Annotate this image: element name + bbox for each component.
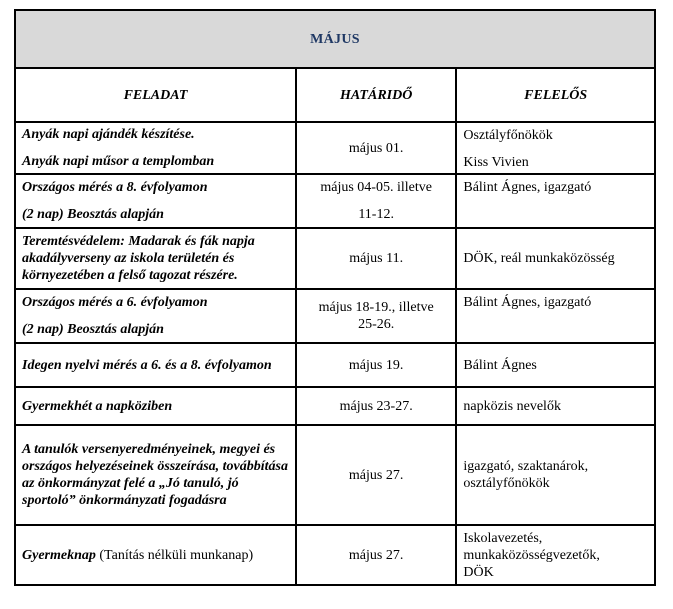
task-text-note: (Tanítás nélküli munkanap) bbox=[99, 547, 254, 563]
task-text: (2 nap) Beosztás alapján bbox=[22, 322, 164, 337]
responsible-text: Iskolavezetés, bbox=[463, 530, 543, 546]
task-cell: A tanulók versenyeredményeinek, megyei és országos helyezéseinek összeírása, továbbítása az önkormányzat felé a „Jó tanuló, jó sportoló” önkormányzati fogadásra bbox=[15, 425, 296, 525]
deadline-cell: május 01. bbox=[296, 122, 456, 174]
responsible-cell: napközis nevelők bbox=[456, 387, 655, 425]
deadline-text: május 04-05. illetve bbox=[320, 180, 432, 195]
table-row bbox=[15, 174, 655, 228]
responsible-cell: DÖK, reál munkaközösség bbox=[456, 228, 655, 289]
deadline-text: 11-12. bbox=[358, 207, 394, 222]
header-deadline: HATÁRIDŐ bbox=[296, 68, 456, 122]
task-cell: Teremtésvédelem: Madarak és fák napja akadályverseny az iskola területén és környezetében a felső tagozat részére. bbox=[15, 228, 296, 289]
task-cell bbox=[15, 525, 296, 585]
deadline-text: május 18-19., illetve bbox=[318, 300, 434, 315]
responsible-text: Kiss Vivien bbox=[463, 155, 529, 170]
deadline-cell: május 27. bbox=[296, 525, 456, 585]
deadline-cell bbox=[296, 174, 456, 228]
deadline-cell: május 19. bbox=[296, 343, 456, 387]
responsible-cell: igazgató, szaktanárok, osztályfőnökök bbox=[456, 425, 655, 525]
header-responsible: FELELŐS bbox=[456, 68, 655, 122]
deadline-cell: május 23-27. bbox=[296, 387, 456, 425]
task-text: Országos mérés a 8. évfolyamon bbox=[22, 180, 208, 195]
task-cell bbox=[15, 289, 296, 343]
task-cell bbox=[15, 174, 296, 228]
task-text: (2 nap) Beosztás alapján bbox=[22, 207, 164, 222]
task-cell: Idegen nyelvi mérés a 6. és a 8. évfolyamon bbox=[15, 343, 296, 387]
deadline-cell bbox=[296, 289, 456, 343]
table-row bbox=[15, 228, 655, 289]
table-row bbox=[15, 425, 655, 525]
task-text-bold: Gyermeknap bbox=[22, 547, 96, 563]
month-title: MÁJUS bbox=[15, 10, 655, 68]
deadline-text: 25-26. bbox=[358, 317, 395, 332]
responsible-text: munkaközösségvezetők, bbox=[463, 547, 600, 563]
task-text: Országos mérés a 6. évfolyamon bbox=[22, 295, 208, 310]
responsible-cell: Bálint Ágnes, igazgató bbox=[456, 174, 655, 228]
responsible-cell bbox=[456, 525, 655, 585]
responsible-cell: Bálint Ágnes bbox=[456, 343, 655, 387]
task-cell: Gyermekhét a napköziben bbox=[15, 387, 296, 425]
responsible-cell: Bálint Ágnes, igazgató bbox=[456, 289, 655, 343]
responsible-text: DÖK bbox=[463, 564, 494, 580]
may-schedule-table bbox=[14, 9, 656, 586]
table-row bbox=[15, 387, 655, 425]
responsible-text: Osztályfőnökök bbox=[463, 128, 553, 143]
table-row bbox=[15, 525, 655, 585]
task-cell bbox=[15, 122, 296, 174]
header-row bbox=[15, 68, 655, 122]
task-text: Anyák napi műsor a templomban bbox=[22, 154, 215, 169]
table-row bbox=[15, 122, 655, 174]
deadline-cell: május 27. bbox=[296, 425, 456, 525]
table-row bbox=[15, 343, 655, 387]
deadline-cell: május 11. bbox=[296, 228, 456, 289]
month-title-row bbox=[15, 10, 655, 68]
table-row bbox=[15, 289, 655, 343]
task-text: Anyák napi ajándék készítése. bbox=[22, 127, 195, 142]
responsible-cell bbox=[456, 122, 655, 174]
header-task: FELADAT bbox=[15, 68, 296, 122]
